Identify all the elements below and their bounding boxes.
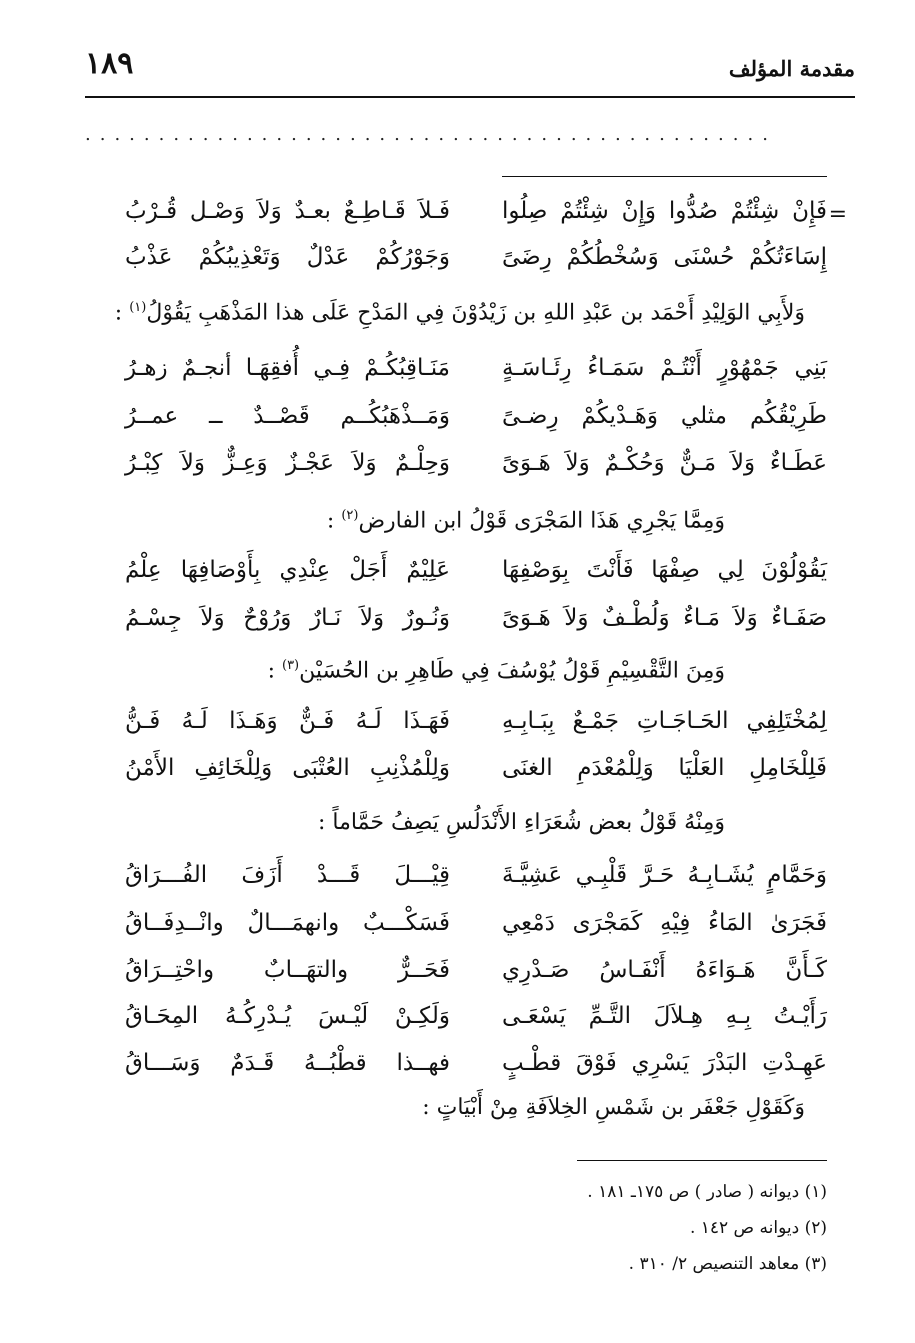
verse-hemistich-second: وَحِلْـمٌ وَلاَ عَجْـزٌ وَعِـزٌّ وَلاَ كِبْـرُ bbox=[125, 450, 450, 476]
verse-hemistich-second: فَسَكْـــبٌ وانهمَـــالٌ وانْــدِفَــاقُ bbox=[125, 910, 450, 936]
footnote-ref: (١) bbox=[129, 300, 147, 315]
chapter-title: مقدمة المؤلف bbox=[728, 56, 855, 81]
verse-hemistich-first: كَـأَنَّ هَـوَاءَهُ أَنْفَـاسُ صَـدْرِي bbox=[502, 957, 827, 983]
verse-hemistich-second: عَلِيْمٌ أَجَلْ عِنْدِي بِأَوْصَافِهَا عِلْمُ bbox=[125, 557, 450, 583]
verse-hemistich-second: وَمَــذْهَبُكُــم قَصْــدٌ ــ عمــرُ bbox=[125, 403, 450, 429]
prose-line bbox=[85, 810, 725, 835]
prose-text: وَلأَبِي الوَلِيْدِ أَحْمَد بن عَبْدِ اللهِ بن زَيْدُوْنَ فِي المَدْحِ عَلَى هذا المَذْهَبِ يَقُوْلُ bbox=[146, 300, 805, 326]
prose-text: وَمِنْهُ قَوْلُ بعض شُعَرَاءِ الأَنْدَلُسِ يَصِفُ حَمَّاماً : bbox=[318, 810, 725, 835]
prose-colon: : bbox=[267, 658, 282, 684]
page-header bbox=[85, 46, 855, 94]
page-number: ١٨٩ bbox=[85, 46, 134, 81]
verse-line bbox=[125, 198, 827, 238]
footnote-ref: (٢) bbox=[341, 508, 359, 523]
verse-hemistich-second: مَنَـاقِبُكُـمْ فِـي أُفقِهَـا أنجـمٌ زهـرُ bbox=[125, 355, 450, 381]
verse-line bbox=[125, 910, 827, 950]
prose-colon: : bbox=[114, 300, 130, 326]
verse-hemistich-second: فهــذا قطْبُــهُ قَـدَمٌ وَسَـــاقُ bbox=[125, 1050, 450, 1076]
verse-line bbox=[125, 1003, 827, 1043]
prose-line bbox=[85, 1095, 805, 1120]
verse-line bbox=[125, 244, 827, 284]
verse-hemistich-second: قِيْـــلَ قَـــدْ أَزَفَ الفُـــرَاقُ bbox=[125, 862, 450, 888]
verse-hemistich-first: فَإِنْ شِئْتُمْ صُدُّوا وَإِنْ شِئْتُمْ صِلُوا bbox=[502, 198, 827, 224]
verse-hemistich-first: فَلِلْخَامِلِ العَلْيَا وَلِلْمُعْدَمِ الغنَى bbox=[502, 755, 827, 781]
verse-hemistich-second: وَلَكِـنْ لَيْـسَ يُـدْرِكُـهُ المِحَـاقُ bbox=[125, 1003, 450, 1029]
verse-hemistich-first: عَهِـدْتِ البَدْرَ يَسْرِي فَوْقَ قطْـبٍ bbox=[502, 1050, 827, 1076]
verse-line bbox=[125, 450, 827, 490]
verse-line bbox=[125, 403, 827, 443]
verse-hemistich-second: وَجَوْرُكُمْ عَدْلٌ وَتَعْذِيبُكُمْ عَذْبُ bbox=[125, 244, 450, 270]
section-rule bbox=[502, 176, 827, 177]
verse-line bbox=[125, 862, 827, 902]
verse-line bbox=[125, 957, 827, 997]
dotted-separator: ............................................... bbox=[85, 124, 777, 145]
footnote-rule bbox=[577, 1160, 827, 1161]
verse-hemistich-first: صَفَـاءٌ وَلاَ مَـاءٌ وَلُطْـفٌ وَلاَ هَـوَىً bbox=[502, 605, 827, 631]
prose-line bbox=[85, 658, 725, 683]
verse-hemistich-first: بَنِي جَمْهُوْرٍ أَنْتُـمْ سَمَـاءُ رِئَـاسَـةٍ bbox=[502, 355, 827, 381]
verse-hemistich-first: وَحَمَّامٍ يُشَـابِـهُ حَـرَّ قَلْبِـي عَشِيَّـةَ bbox=[502, 862, 827, 888]
prose-text: وَكَقَوْلِ جَعْفَر بن شَمْسِ الخِلاَفَةِ مِنْ أَبْيَاتٍ : bbox=[422, 1095, 805, 1120]
verse-line bbox=[125, 355, 827, 395]
verse-hemistich-first: طَرِيْقُكُم مثلي وَهَـدْيكُمْ رِضـىً bbox=[502, 403, 827, 429]
verse-hemistich-first: إِسَاءَتُكُمْ حُسْنَى وَسُخْطُكُمْ رِضَىً bbox=[502, 244, 827, 270]
prose-line bbox=[85, 300, 805, 325]
verse-hemistich-first: يَقُوْلُوْنَ لِي صِفْهَا فَأَنْتَ بِوَصْفِهَا bbox=[502, 557, 827, 583]
prose-text: وَمِمَّا يَجْرِي هَذَا المَجْرَى قَوْلُ ابن الفارض bbox=[358, 508, 725, 534]
footnote: (١) ديوانه ( صادر ) ص ١٧٥ـ ١٨١ . bbox=[587, 1182, 827, 1202]
prose-text: وَمِنَ التَّقْسِيْمِ قَوْلُ يُوْسُفَ فِي طَاهِرِ بن الحُسَيْن bbox=[299, 658, 725, 684]
verse-hemistich-second: وَلِلْمُذْنِبِ العُتْبَى وَلِلْخَائِفِ الأَمْنُ bbox=[125, 755, 450, 781]
verse-hemistich-second: وَنُـورٌ وَلاَ نَـارٌ وَرُوْحٌ وَلاَ جِسْـمُ bbox=[125, 605, 450, 631]
verse-hemistich-second: فَهَـذَا لَـهُ فَـنٌّ وَهَـذَا لَـهُ فَـنُّ bbox=[125, 708, 450, 734]
verse-hemistich-second: فَحَــرٌّ والتهَــابٌ واحْتِــرَاقُ bbox=[125, 957, 450, 983]
verse-line bbox=[125, 708, 827, 748]
prose-colon: : bbox=[326, 508, 342, 534]
verse-hemistich-first: فَجَرَىٰ المَاءُ فِيْهِ كَمَجْرَى دَمْعِي bbox=[502, 910, 827, 936]
footnote: (٣) معاهد التنصيص ٢/ ٣١٠ . bbox=[628, 1254, 827, 1274]
verse-line bbox=[125, 557, 827, 597]
continuation-mark: = bbox=[828, 202, 847, 227]
footnote-ref: (٣) bbox=[281, 658, 300, 673]
verse-hemistich-first: عَطَـاءٌ وَلاَ مَـنٌّ وَحُكْـمٌ وَلاَ هَـوَىً bbox=[502, 450, 827, 476]
verse-hemistich-first: لِمُخْتَلِفِي الحَـاجَـاتِ جَمْـعٌ بِبَـابِـهِ bbox=[502, 708, 827, 734]
verse-hemistich-first: رَأَيْـتُ بِـهِ هِـلاَلَ التَّـمِّ يَسْعَـى bbox=[502, 1003, 827, 1029]
verse-hemistich-second: فَـلاَ قَـاطِـعٌ بعـدٌ وَلاَ وَصْـل قُـرْبُ bbox=[125, 198, 450, 224]
verse-line bbox=[125, 605, 827, 645]
header-rule bbox=[85, 96, 855, 98]
footnote: (٢) ديوانه ص ١٤٢ . bbox=[689, 1218, 827, 1238]
verse-line bbox=[125, 755, 827, 795]
prose-line bbox=[85, 508, 725, 533]
verse-line bbox=[125, 1050, 827, 1090]
